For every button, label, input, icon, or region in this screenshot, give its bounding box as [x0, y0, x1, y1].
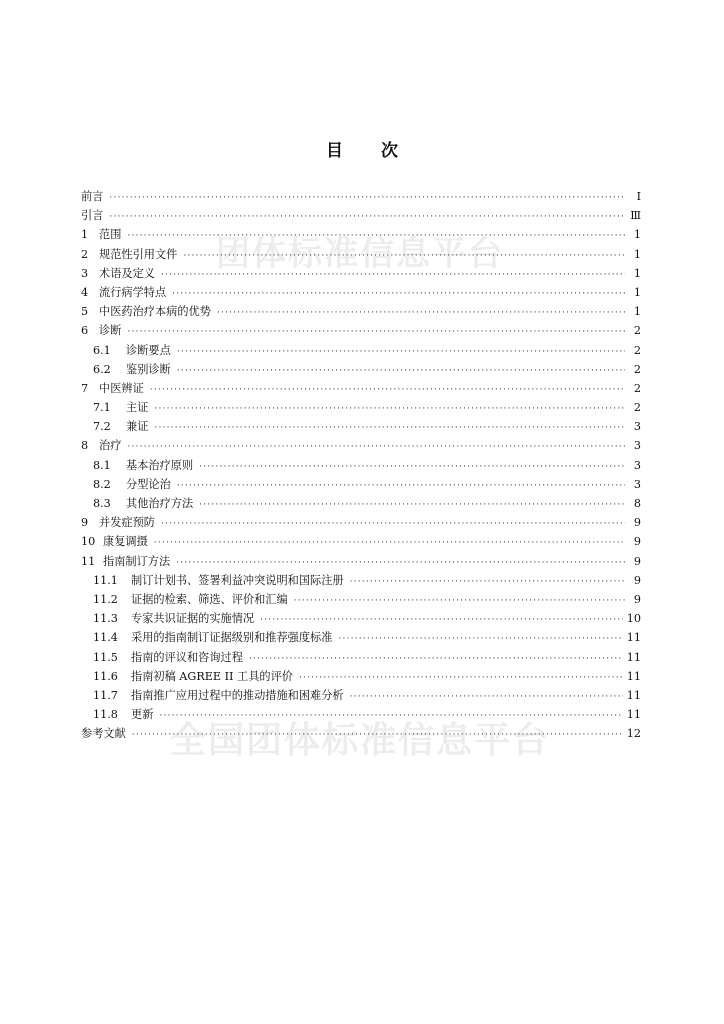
toc-entry-title: 并发症预防 — [99, 516, 155, 530]
toc-entry-title: 证据的检索、筛选、评价和汇编 — [131, 592, 288, 606]
toc-leader-dots — [161, 266, 625, 285]
toc-entry[interactable] — [81, 398, 641, 417]
toc-leader-dots — [294, 592, 625, 611]
toc-entry-page: 11 — [626, 650, 641, 664]
toc-entry-number: 8 — [81, 439, 89, 453]
toc-entry-title: 采用的指南制订证据级别和推荐强度标准 — [131, 631, 333, 645]
toc-entry[interactable] — [81, 513, 641, 532]
toc-entry-page: 1 — [633, 247, 641, 261]
toc-leader-dots — [338, 630, 622, 649]
toc-entry[interactable] — [81, 724, 641, 743]
toc-leader-dots — [177, 362, 625, 381]
toc-entry-number: 11.6 — [93, 669, 118, 683]
toc-entry-number: 8.3 — [93, 497, 111, 510]
toc-entry-page: 1 — [633, 285, 641, 299]
toc-entry-page: 9 — [633, 592, 641, 606]
toc-entry[interactable] — [81, 456, 641, 475]
toc-entry-title: 康复调摄 — [103, 535, 148, 549]
toc-entry-number: 6 — [81, 324, 89, 338]
toc-entry[interactable] — [81, 321, 641, 340]
toc-entry-title: 中医辨证 — [99, 381, 144, 395]
toc-entry-title: 指南初稿 AGREE II 工具的评价 — [131, 669, 293, 683]
toc-entry-page: 9 — [633, 516, 641, 530]
toc-entry-title: 前言 — [81, 190, 104, 203]
toc-entry-title: 指南的评议和咨询过程 — [131, 650, 243, 664]
toc-entry-number: 9 — [81, 516, 89, 530]
toc-entry-page: 2 — [633, 362, 641, 376]
toc-entry[interactable] — [81, 245, 641, 264]
toc-leader-dots — [177, 343, 625, 362]
toc-entry-number: 11.5 — [93, 650, 118, 664]
toc-entry-page: 11 — [626, 631, 641, 645]
title-char-2: 次 — [381, 141, 398, 161]
toc-entry[interactable] — [81, 532, 641, 551]
toc-entry-title: 指南制订方法 — [103, 554, 171, 568]
toc-entry-number: 11.2 — [93, 592, 118, 606]
toc-entry-page: 9 — [633, 573, 641, 587]
toc-entry-page: 3 — [633, 477, 641, 491]
toc-entry-title: 引言 — [81, 209, 104, 223]
toc-entry-number: 7.1 — [93, 401, 111, 415]
toc-entry-page: Ⅰ — [636, 190, 641, 203]
toc-entry-title: 治疗 — [99, 439, 122, 453]
toc-leader-dots — [172, 285, 625, 304]
toc-entry-page: 1 — [633, 305, 641, 319]
toc-entry-page: 12 — [626, 727, 641, 741]
toc-entry-title: 鉴别诊断 — [126, 362, 171, 376]
toc-entry-number: 2 — [81, 247, 89, 261]
toc-entry-page: 8 — [633, 497, 641, 510]
toc-entry-page: 2 — [633, 381, 641, 395]
toc-entry-page: Ⅲ — [630, 209, 641, 223]
toc-leader-dots — [217, 304, 625, 323]
toc-entry-page: 3 — [633, 439, 641, 453]
toc-entry[interactable] — [81, 187, 641, 206]
toc-leader-dots — [109, 189, 625, 208]
title-char-1: 目 — [326, 141, 343, 161]
toc-entry-page: 11 — [626, 669, 641, 683]
toc-entry-page: 9 — [633, 554, 641, 568]
toc-entry-title: 诊断 — [99, 324, 122, 338]
toc-entry[interactable] — [81, 264, 641, 283]
toc-entry-title: 中医药治疗本病的优势 — [99, 305, 211, 319]
toc-entry-number: 4 — [81, 285, 89, 299]
toc-entry-page: 2 — [633, 324, 641, 338]
toc-entry-title: 流行病学特点 — [99, 285, 167, 299]
toc-leader-dots — [127, 323, 625, 342]
toc-entry-number: 7 — [81, 381, 89, 395]
toc-entry[interactable] — [81, 417, 641, 436]
toc-entry[interactable] — [81, 494, 641, 513]
toc-entry-page: 3 — [633, 458, 641, 472]
toc-entry-number: 3 — [81, 266, 89, 280]
toc-entry[interactable] — [81, 590, 641, 609]
toc-entry-number: 6.1 — [93, 343, 111, 357]
toc-entry[interactable] — [81, 360, 641, 379]
toc-entry-title: 规范性引用文件 — [99, 247, 178, 261]
toc-entry-title: 诊断要点 — [126, 343, 171, 357]
toc-entry-title: 范围 — [99, 228, 122, 242]
toc-leader-dots — [127, 227, 625, 246]
toc-entry-number: 11.1 — [93, 573, 118, 587]
toc-entry-page: 9 — [633, 535, 641, 549]
toc-entry-page: 1 — [633, 266, 641, 280]
toc-entry-number: 6.2 — [93, 362, 111, 376]
toc-entry-number: 11.7 — [93, 688, 118, 702]
toc-entry-title: 更新 — [131, 708, 154, 722]
toc-leader-dots — [199, 458, 625, 477]
toc-leader-dots — [109, 208, 625, 227]
toc-entry-page: 11 — [626, 708, 641, 722]
toc-entry[interactable] — [81, 379, 641, 398]
toc-leader-dots — [132, 726, 623, 745]
toc-leader-dots — [350, 688, 623, 707]
table-of-contents — [81, 187, 641, 743]
toc-entry[interactable] — [81, 686, 641, 705]
watermark-bottom: 全国团体标准信息平台 — [169, 720, 550, 761]
toc-entry[interactable] — [81, 283, 641, 302]
toc-leader-dots — [154, 400, 625, 419]
toc-entry-page: 3 — [633, 420, 641, 434]
toc-leader-dots — [154, 419, 625, 438]
toc-entry-page: 1 — [633, 228, 641, 242]
toc-entry-title: 其他治疗方法 — [126, 497, 194, 510]
toc-entry-title: 专家共识证据的实施情况 — [131, 612, 255, 626]
toc-entry[interactable] — [81, 475, 641, 494]
toc-entry-number: 7.2 — [93, 420, 111, 434]
toc-entry-page: 2 — [633, 401, 641, 415]
toc-entry-number: 8.2 — [93, 477, 111, 491]
toc-entry[interactable] — [81, 552, 641, 571]
toc-entry[interactable] — [81, 648, 641, 667]
toc-entry-page: 2 — [633, 343, 641, 357]
toc-entry[interactable] — [81, 206, 641, 225]
toc-entry-page: 10 — [626, 612, 641, 626]
toc-entry-title: 分型论治 — [126, 477, 171, 491]
toc-entry[interactable] — [81, 341, 641, 360]
toc-entry-number: 11 — [81, 554, 96, 568]
toc-leader-dots — [127, 438, 625, 457]
toc-entry[interactable] — [81, 225, 641, 244]
toc-entry-number: 8.1 — [93, 458, 111, 472]
toc-entry[interactable] — [81, 628, 641, 647]
toc-entry-number: 1 — [81, 228, 89, 242]
toc-entry[interactable] — [81, 571, 641, 590]
toc-entry[interactable] — [81, 302, 641, 321]
toc-entry[interactable] — [81, 705, 641, 724]
toc-leader-dots — [350, 573, 625, 592]
toc-entry[interactable] — [81, 436, 641, 455]
toc-leader-dots — [199, 496, 625, 515]
toc-entry-title: 指南推广应用过程中的推动措施和困难分析 — [131, 688, 344, 702]
toc-entry-number: 5 — [81, 305, 89, 319]
toc-entry-title: 参考文献 — [81, 727, 126, 741]
toc-entry-title: 主证 — [126, 401, 149, 415]
toc-entry-title: 术语及定义 — [99, 266, 155, 280]
toc-entry[interactable] — [81, 609, 641, 628]
toc-entry-number: 10 — [81, 535, 96, 549]
toc-entry-number: 11.3 — [93, 612, 118, 626]
toc-leader-dots — [159, 707, 622, 726]
toc-entry-title: 兼证 — [126, 420, 149, 434]
toc-entry-number: 11.8 — [93, 708, 118, 722]
toc-leader-dots — [183, 247, 625, 266]
toc-leader-dots — [249, 650, 623, 669]
toc-leader-dots — [154, 534, 625, 553]
toc-leader-dots — [150, 381, 625, 400]
toc-entry[interactable] — [81, 667, 641, 686]
watermark-top: 团体标准信息平台 — [216, 234, 504, 274]
toc-leader-dots — [161, 515, 625, 534]
toc-entry-title: 基本治疗原则 — [126, 458, 194, 472]
page-title — [0, 136, 724, 161]
toc-entry-number: 11.4 — [93, 631, 118, 645]
toc-entry-page: 11 — [626, 688, 641, 702]
toc-leader-dots — [177, 477, 625, 496]
toc-entry-title: 制订计划书、签署利益冲突说明和国际注册 — [131, 573, 344, 587]
